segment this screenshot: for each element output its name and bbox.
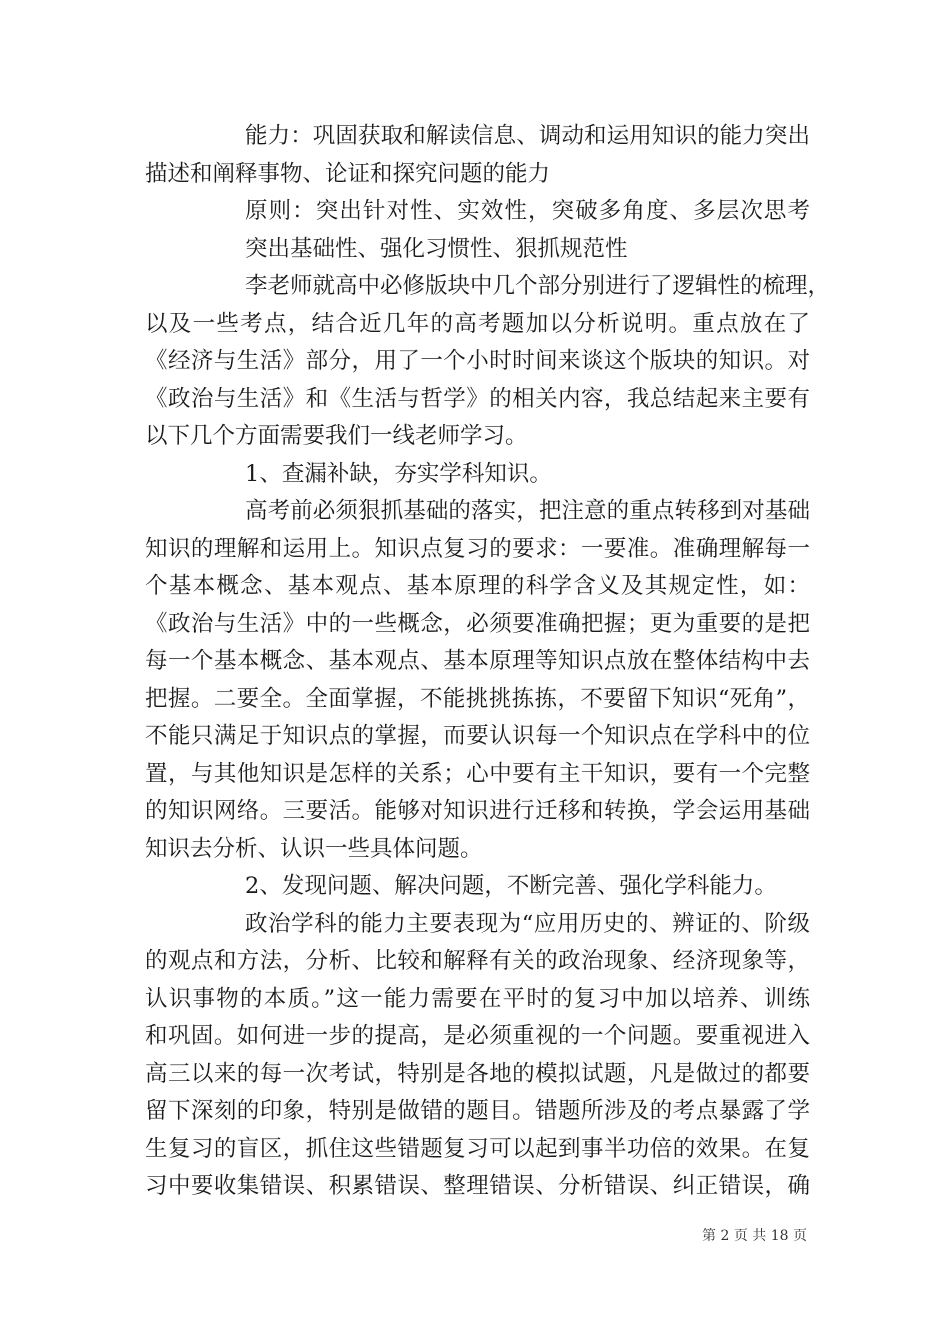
text-line: 政治学科的能力主要表现为“应用历史的、辨证的、阶级	[245, 910, 810, 937]
text-line: 不能只满足于知识点的掌握，而要认识每一个知识点在学科中的位	[145, 723, 810, 749]
text-line: 知识的理解和运用上。知识点复习的要求：一要准。准确理解每一	[145, 535, 810, 562]
text-line: 和巩固。如何进一步的提高，是必须重视的一个问题。要重视进入	[145, 1023, 810, 1049]
text-line: 留下深刻的印象，特别是做错的题目。错题所涉及的考点暴露了学	[145, 1098, 810, 1124]
text-line: 个基本概念、基本观点、基本原理的科学含义及其规定性，如：	[145, 573, 810, 599]
text-line: 李老师就高中必修版块中几个部分别进行了逻辑性的梳理，	[245, 273, 831, 299]
text-line: 《政治与生活》和《生活与哲学》的相关内容，我总结起来主要有	[145, 385, 810, 412]
text-line: 置，与其他知识是怎样的关系；心中要有主干知识，要有一个完整	[145, 760, 810, 787]
text-line: 能力：巩固获取和解读信息、调动和运用知识的能力突出	[245, 123, 810, 149]
text-line: 高考前必须狠抓基础的落实，把注意的重点转移到对基础	[245, 498, 810, 524]
text-line: 的知识网络。三要活。能够对知识进行迁移和转换，学会运用基础	[145, 798, 810, 824]
text-line: 把握。二要全。全面掌握，不能挑挑拣拣，不要留下知识“死角”，	[145, 685, 810, 712]
text-line: 每一个基本概念、基本观点、基本原理等知识点放在整体结构中去	[145, 648, 810, 674]
text-line: 以及一些考点，结合近几年的高考题加以分析说明。重点放在了	[145, 310, 810, 337]
text-line: 以下几个方面需要我们一线老师学习。	[145, 423, 528, 449]
text-line: 生复习的盲区，抓住这些错题复习可以起到事半功倍的效果。在复	[145, 1135, 810, 1162]
text-line: 高三以来的每一次考试，特别是各地的模拟试题，凡是做过的都要	[145, 1060, 810, 1087]
text-line: 知识去分析、认识一些具体问题。	[145, 835, 483, 862]
text-line: 的观点和方法，分析、比较和解释有关的政治现象、经济现象等，	[145, 948, 810, 974]
text-line: 《政治与生活》中的一些概念，必须要准确把握；更为重要的是把	[145, 610, 810, 637]
page-number-footer: 第 2 页 共 18 页	[702, 1228, 807, 1244]
text-line: 《经济与生活》部分，用了一个小时时间来谈这个版块的知识。对	[145, 348, 810, 374]
text-line: 认识事物的本质。”这一能力需要在平时的复习中加以培养、训练	[145, 985, 810, 1012]
section-heading: 2、发现问题、解决问题，不断完善、强化学科能力。	[245, 873, 777, 899]
document-body	[145, 118, 831, 1206]
text-line: 突出基础性、强化习惯性、狠抓规范性	[245, 235, 628, 262]
section-heading: 1、查漏补缺，夯实学科知识。	[245, 460, 552, 487]
text-line: 描述和阐释事物、论证和探究问题的能力	[145, 160, 551, 187]
text-line: 原则：突出针对性、实效性，突破多角度、多层次思考	[245, 198, 810, 224]
text-line: 习中要收集错误、积累错误、整理错误、分析错误、纠正错误，确	[145, 1173, 810, 1199]
